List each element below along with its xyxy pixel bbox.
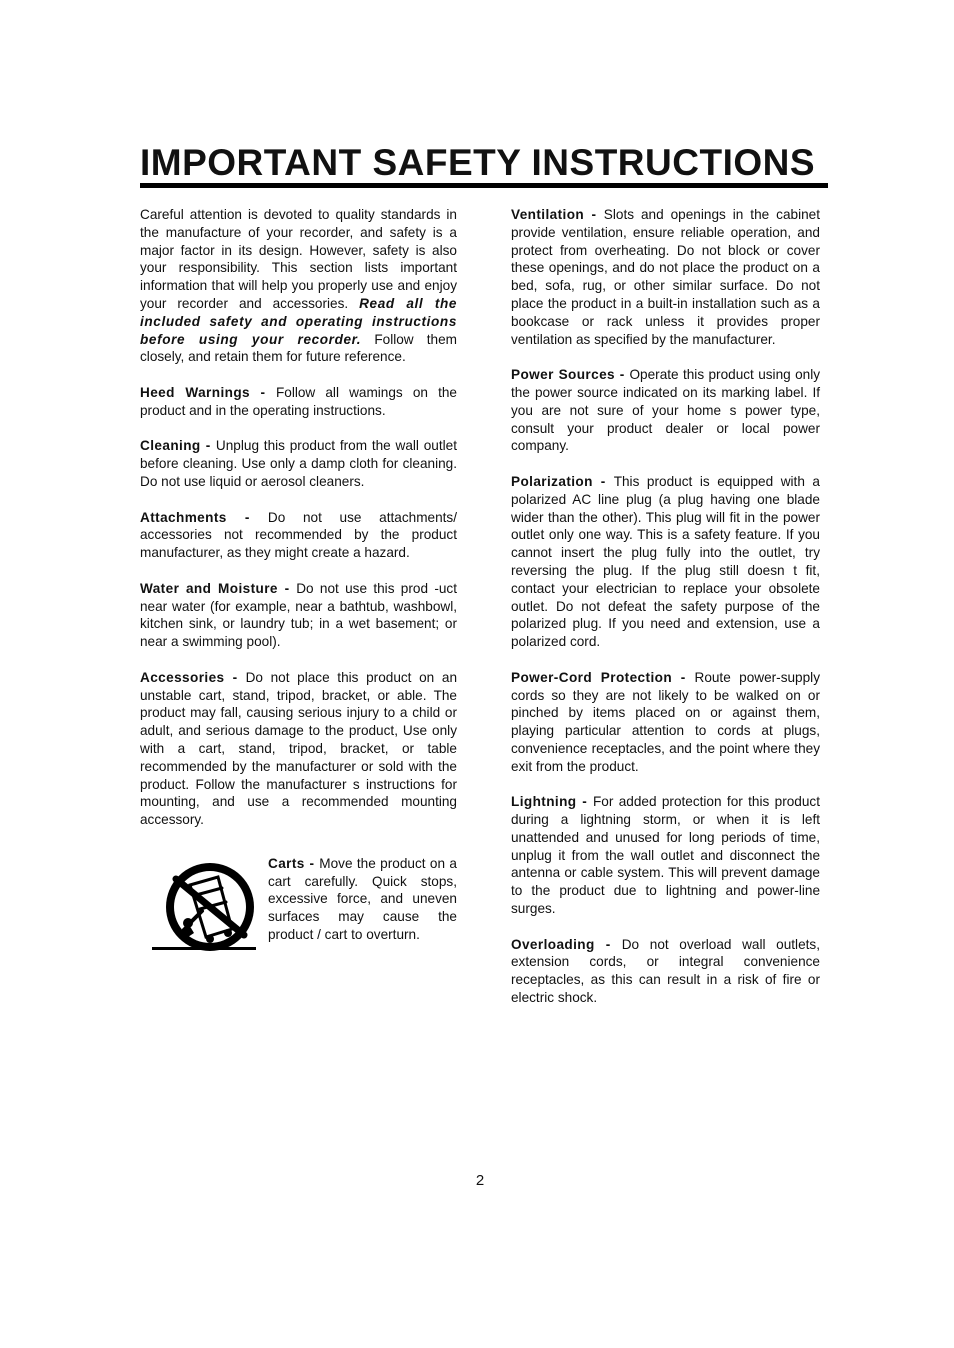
section-heading: Accessories - [140, 669, 246, 685]
section-body: For added protection for this product during a lightning storm, or when it is left unattended and unused for long periods of time, unplug it from the wall outlet and disconnect the antenna or cable system. This will prevent damage to the product due to lightning and power-line surges. [511, 794, 820, 917]
page-title: IMPORTANT SAFETY INSTRUCTIONS [140, 142, 816, 183]
section-power-sources [511, 366, 820, 455]
section-lightning [511, 793, 820, 918]
section-power-cord-protection [511, 669, 820, 776]
section-heading: Polarization - [511, 473, 614, 489]
carts-section [140, 855, 457, 965]
left-column [140, 206, 457, 965]
section-polarization [511, 473, 820, 651]
intro-text: Careful attention is devoted to quality standards in the manufacture of your recorder, and safety is a major factor in its design. However, safety is also your responsibility. This section lists important information that will help you properly use and enjoy your recorder and accessories. [140, 207, 457, 311]
section-heading: Water and Moisture - [140, 580, 297, 596]
section-overloading [511, 936, 820, 1007]
section-body: Do not use this prod -uct near water (for example, near a bathtub, washbowl, kitchen sink, or laundry tub; in a wet basement; or near a swimming pool). [140, 580, 457, 650]
section-attachments [140, 509, 457, 562]
section-heading: Ventilation - [511, 207, 604, 222]
cart-tipover-warning-icon [152, 855, 262, 959]
carts-text [268, 855, 457, 944]
intro-paragraph [140, 206, 457, 366]
section-water-moisture [140, 580, 457, 651]
section-heed-warnings [140, 384, 457, 420]
section-heading: Attachments - [140, 509, 268, 525]
section-heading: Lightning - [511, 794, 593, 810]
page-number: 2 [475, 1172, 485, 1189]
section-body: Move the product on a cart carefully. Quick stops, excessive force, and uneven surfaces may cause the product / cart to overturn. [268, 855, 457, 943]
section-heading: Power Sources - [511, 367, 630, 383]
section-heading: Heed Warnings - [140, 384, 276, 400]
right-column [511, 206, 820, 1025]
section-body: Operate this product using only the power source indicated on its marking label. If you are not sure of your home s power type, consult your product dealer or local power company. [511, 367, 821, 454]
section-heading: Carts - [268, 855, 320, 871]
section-body: Do not place this product on an unstable cart, stand, tripod, bracket, or able. The product may fall, causing serious injury to a child or adult, and serious damage to the product, Use only with a cart, stand, tripod, bracket, or table recommended by the manufacturer or sold with the product. Follow the manufacturer s instructions for mounting, and use a recommended mounting accessory. [140, 669, 458, 828]
section-body: Unplug this product from the wall outlet before cleaning. Use only a damp cloth for cleaning. Do not use liquid or aerosol cleaners. [140, 438, 457, 489]
section-cleaning [140, 437, 457, 490]
section-body: Follow all wamings on the product and in the operating instructions. [140, 384, 457, 418]
section-accessories [140, 669, 457, 829]
section-body: Do not use attachments/ accessories not recommended by the product manufacturer, as they might create a hazard. [140, 509, 457, 561]
section-heading: Cleaning - [140, 438, 216, 454]
section-body: This product is equipped with a polarized AC line plug (a plug having one blade wider than the other). This plug will fit in the power outlet only one way. This is a safety feature. If you cannot insert the plug fully into the outlet, try reversing the plug. If the plug still doesn t fit, contact your electrician to replace your obsolete outlet. Do not defeat the safety purpose of the polarized plug. If you need and extension, use a polarized cord. [511, 473, 820, 650]
intro-tail: Follow them closely, and retain them for future reference. [140, 331, 457, 365]
title-underline [140, 183, 828, 188]
section-heading: Overloading - [511, 936, 622, 952]
intro-emphasis: Read all the included safety and operating instructions before using your recorder. [140, 295, 458, 347]
section-body: Do not overload wall outlets, extension cords, or integral convenience receptacles, as this can result in a risk of fire or electric shock. [511, 936, 820, 1006]
section-body: Route power-supply cords so they are not likely to be walked on or pinched by items placed on or against them, playing particular attention to cords at plugs, convenience receptacles, and the point where they exit from the product. [511, 669, 820, 774]
section-body: Slots and openings in the cabinet provide ventilation, ensure reliable operation, and protect from overheating. Do not block or cover these openings, and do not place the product on a bed, sofa, rug, or other similar surface. Do not place the product in a built-in installation such as a bookcase or rack unless it provides proper ventilation as specified by the manufacturer. [511, 207, 820, 347]
section-heading: Power-Cord Protection - [511, 669, 695, 685]
section-ventilation [511, 206, 820, 348]
